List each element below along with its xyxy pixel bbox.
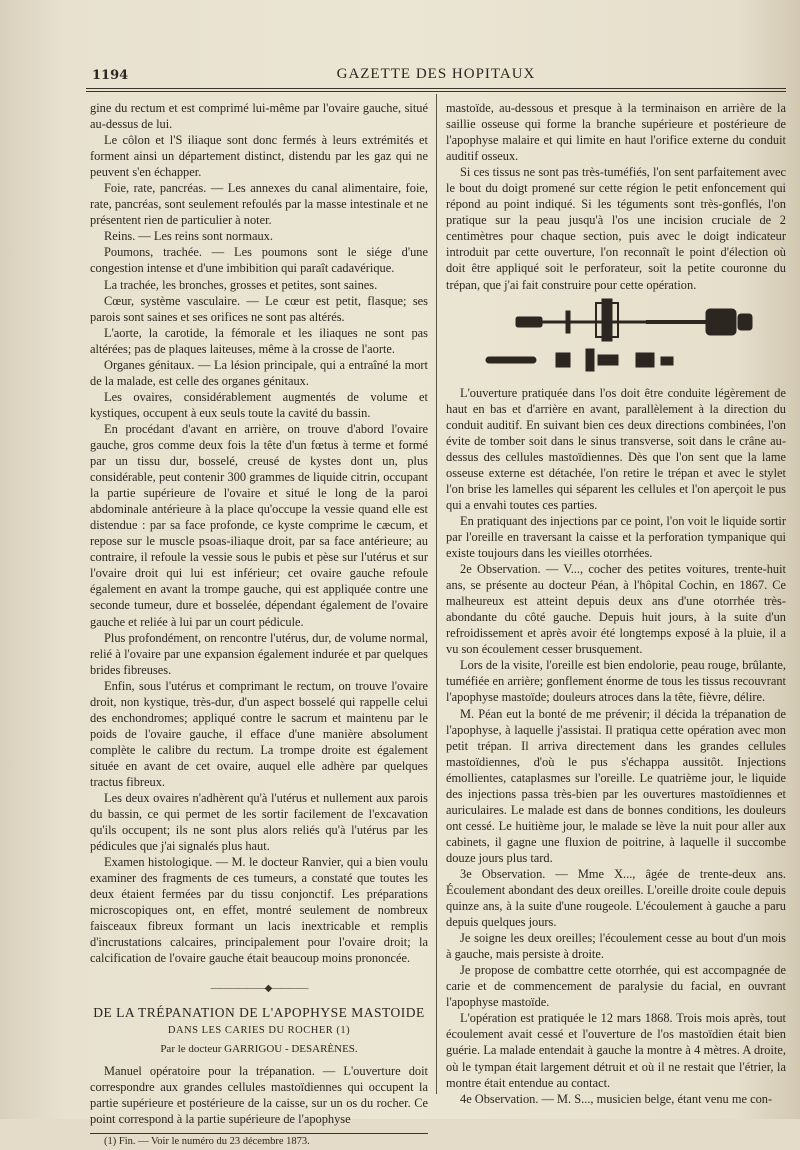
paragraph: En pratiquant des injections par ce point, l'on voit le liquide sortir par l'oreille en traversant la caisse et la perforation tympanique qui existe toujours dans les vieilles otorrhées.: [446, 513, 786, 561]
paragraph: Foie, rate, pancréas. — Les annexes du canal alimentaire, foie, rate, pancréas, sont seulement refoulés par la masse intestinale et ne présentent rien de particulier à noter.: [90, 181, 428, 228]
trephine-instrument-icon: [446, 297, 786, 379]
ornamental-separator: ——————◆————: [210, 982, 308, 994]
article-title: DE LA TRÉPANATION DE L'APOPHYSE MASTOIDE: [93, 1004, 425, 1020]
page-header: [86, 64, 786, 86]
paragraph: 3e Observation. — Mme X..., âgée de trente-deux ans. Écoulement abondant des deux oreilles. L'oreille droite coule depuis quinze ans, à la suite d'une rougeole. L'écoulement à gauche a paru depuis quelques jours.: [446, 866, 786, 930]
paragraph: 2e Observation. — V..., cocher des petites voitures, trente-huit ans, se présente au docteur Péan, à l'hôpital Cochin, en 1867. Ce malheureux est atteint depuis deux ans d'une otorrhée très-abondante du côté gauche. Depuis huit jours, à la suite d'un refroidissement et après avoir été longtemps exposé à la pluie, il a vu son écoulement cesser brusquement.: [446, 562, 786, 657]
trephine-figure: [446, 297, 786, 379]
article-subtitle: DANS LES CARIES DU ROCHER (1): [167, 1024, 351, 1036]
paragraph: Lors de la visite, l'oreille est bien endolorie, peau rouge, brûlante, tuméfiée en arrière; gonflement énorme de tous les tissus recouvrant l'apophyse mastoïde; douleurs atroces dans la tête, fièvre, délire.: [446, 658, 786, 705]
paragraph: Manuel opératoire pour la trépanation. — L'ouverture doit correspondre aux grandes cellules mastoïdiennes qui occupent la partie supérieure et postérieure de la caisse, sur un os du rocher. Ce point correspond à la partie supérieure de l'apophyse: [90, 1063, 428, 1126]
paragraph: La trachée, les bronches, grosses et petites, sont saines.: [104, 277, 378, 292]
column-divider: [436, 94, 437, 1094]
paragraph: Organes génitaux. — La lésion principale, qui a entraîné la mort de la malade, est celle des organes génitaux.: [90, 357, 428, 388]
article-author: Par le docteur GARRIGOU - DESARÈNES.: [160, 1042, 358, 1055]
paragraph: Les deux ovaires n'adhèrent qu'à l'utérus et nullement aux parois du bassin, ce qui permet de les sortir facilement de l'excavation qu'ils occupent; ils ne sont plus alors reliés qu'à l'utérus par les pédicules que j'ai signalés plus haut.: [90, 791, 428, 854]
left-column: [90, 100, 428, 1150]
paragraph: M. Péan eut la bonté de me prévenir; il décida la trépanation de l'apophyse, à laquelle j'assistai. Il pratiqua cette opération avec mon petit trépan. Il arriva directement dans les grandes cellules mastoïdiennes, d'où le pus s'échappa aussitôt. Injections émollientes, cataplasmes sur l'oreille. Le quatrième jour, le liquide des injections passa très-bien par les ouvertures mastoïdiennes et auriculaires. Le malade est dans de bonnes conditions, les douleurs ont cessé. Le huitième jour, le malade se lève la nuit pour aller aux cabinets, il gagne une fluxion de poitrine, à laquelle il succombe douze jours plus tard.: [446, 706, 786, 865]
paragraph: Examen histologique. — M. le docteur Ranvier, qui a bien voulu examiner des fragments de ces tumeurs, a constaté que toutes les deux étaient fermées par du tissu conjonctif. Les préparations microscopiques ont, en effet, montré seulement de nombreux faisceaux fibreux formant un lacis inextricable et remplis d'incrustations calcaires, principalement pour l'ovaire droit; la calcification de l'ovaire gauche était beaucoup moins prononcée.: [90, 855, 428, 966]
journal-title: GAZETTE DES HOPITAUX: [336, 66, 536, 82]
paragraph: Poumons, trachée. — Les poumons sont le siége d'une congestion intense et d'une imbibition qui paraît cadavérique.: [90, 245, 428, 276]
paragraph: Les ovaires, considérablement augmentés de volume et kystiques, occupent à eux seuls toute la cavité du bassin.: [90, 389, 428, 420]
paragraph: Le côlon et l'S iliaque sont donc fermés à leurs extrémités et forment ainsi un département distinct, distendu par les gaz qui ne peuvent s'en échapper.: [90, 133, 428, 180]
paragraph: L'aorte, la carotide, la fémorale et les iliaques ne sont pas altérées; pas de plaques laiteuses, même à la crosse de l'aorte.: [90, 325, 428, 356]
article-heading: [90, 1005, 428, 1057]
paragraph: 4e Observation. — M. S..., musicien belge, étant venu me con-: [460, 1091, 773, 1106]
paragraph: Enfin, sous l'utérus et comprimant le rectum, on trouve l'ovaire droit, non kystique, très-dur, d'un aspect bosselé qui rappelle celui des enchondromes; appliqué contre le sacrum et maintenu par le poids de l'ovaire gauche, il efface d'une manière absolument complète le calibre du rectum. La trompe droite est également située en avant de cet ovaire, auquel elle adhère par quelques tractus fibreux.: [90, 678, 428, 789]
paragraph: Je soigne les deux oreilles; l'écoulement cesse au bout d'un mois à gauche, mais persiste à droite.: [446, 931, 786, 962]
page-number: 1194: [92, 68, 129, 83]
paragraph: gine du rectum et est comprimé lui-même par l'ovaire gauche, situé au-dessus de lui.: [90, 101, 428, 132]
paragraph: Cœur, système vasculaire. — Le cœur est petit, flasque; ses parois sont saines et ses orifices ne sont pas altérés.: [90, 293, 428, 324]
footnote: (1) Fin. — Voir le numéro du 23 décembre 1873.: [104, 1135, 310, 1147]
paragraph: Plus profondément, on rencontre l'utérus, dur, de volume normal, relié à l'ovaire par une expansion également indurée et par quelques brides fibreuses.: [90, 630, 428, 677]
paragraph: mastoïde, au-dessous et presque à la terminaison en arrière de la saillie osseuse qui forme la branche supérieure et postérieure de l'apophyse malaire et qui limite en haut l'orifice externe du conduit auditif osseux.: [446, 101, 786, 164]
paragraph: Reins. — Les reins sont normaux.: [104, 229, 273, 244]
paragraph: Je propose de combattre cette otorrhée, qui est accompagnée de carie et de commencement de paralysie du facial, en ouvrant l'apophyse mastoïde.: [446, 963, 786, 1010]
paragraph: L'ouverture pratiquée dans l'os doit être conduite légèrement de haut en bas et d'arrière en avant, parallèlement à la direction du conduit auditif. En suivant bien ces deux directions combinées, l'on évite de tomber soit dans le sinus transverse, soit dans le crâne au-dessus des cellules mastoïdiennes. Dès que l'on sent que la lame osseuse externe est détachée, l'on retire le trépan et avec le stylet l'on brise les lamelles qui séparent les cellules et l'on aperçoit le pus qui a envahi toutes ces parties.: [446, 385, 786, 512]
right-column: [446, 100, 786, 1107]
paragraph: L'opération est pratiquée le 12 mars 1868. Trois mois après, tout écoulement avait cessé et l'ouverture de l'os mastoïdien était bien guérie. La malade entendait à gauche la montre à 4 mètres. A droite, où le tympan était largement détruit et où il ne restait que l'étrier, la montre était entendue au contact.: [446, 1011, 786, 1090]
paragraph: En procédant d'avant en arrière, on trouve d'abord l'ovaire gauche, gros comme deux fois la tête d'un fœtus à terme et formé par un tissu dur, bosselé, creusé de kystes dont un, plus considérable, peut contenir 300 grammes de liquide citrin, occupant la partie supérieure de l'ovaire et situé le long de la paroi abdominale antérieure à la place qu'occupe la vessie quand elle est distendue : par sa face profonde, ce kyste comprime le cæcum, et repose sur le muscle psoas-iliaque droit, par sa face antérieure; au contraire, il refoule la vessie sous le pubis et pèse sur l'utérus et sur l'ovaire droit qui lui est inférieur; cet ovaire gauche refoule également en avant la trompe gauche, qui est appliquée contre une seconde tumeur, dure et bosselée, dépendant également de l'ovaire gauche et reliée à lui par un court pédicule.: [90, 421, 428, 629]
header-rule-double: [86, 91, 786, 92]
header-rule: [86, 88, 786, 89]
paragraph: Si ces tissus ne sont pas très-tuméfiés, l'on sent parfaitement avec le bout du doigt promené sur cette région le petit enfoncement qui répond au point indiqué. Si les téguments sont très-gonflés, l'on pratique sur la peau jusqu'à l'os une incision cruciale de 2 centimètres pour chaque section, puis avec le doigt indicateur introduit par cette ouverture, l'on reconnaît le point d'élection où doit être appliqué soit le perforateur, soit la petite couronne du trépan, que j'ai fait construire pour cette opération.: [446, 165, 786, 292]
